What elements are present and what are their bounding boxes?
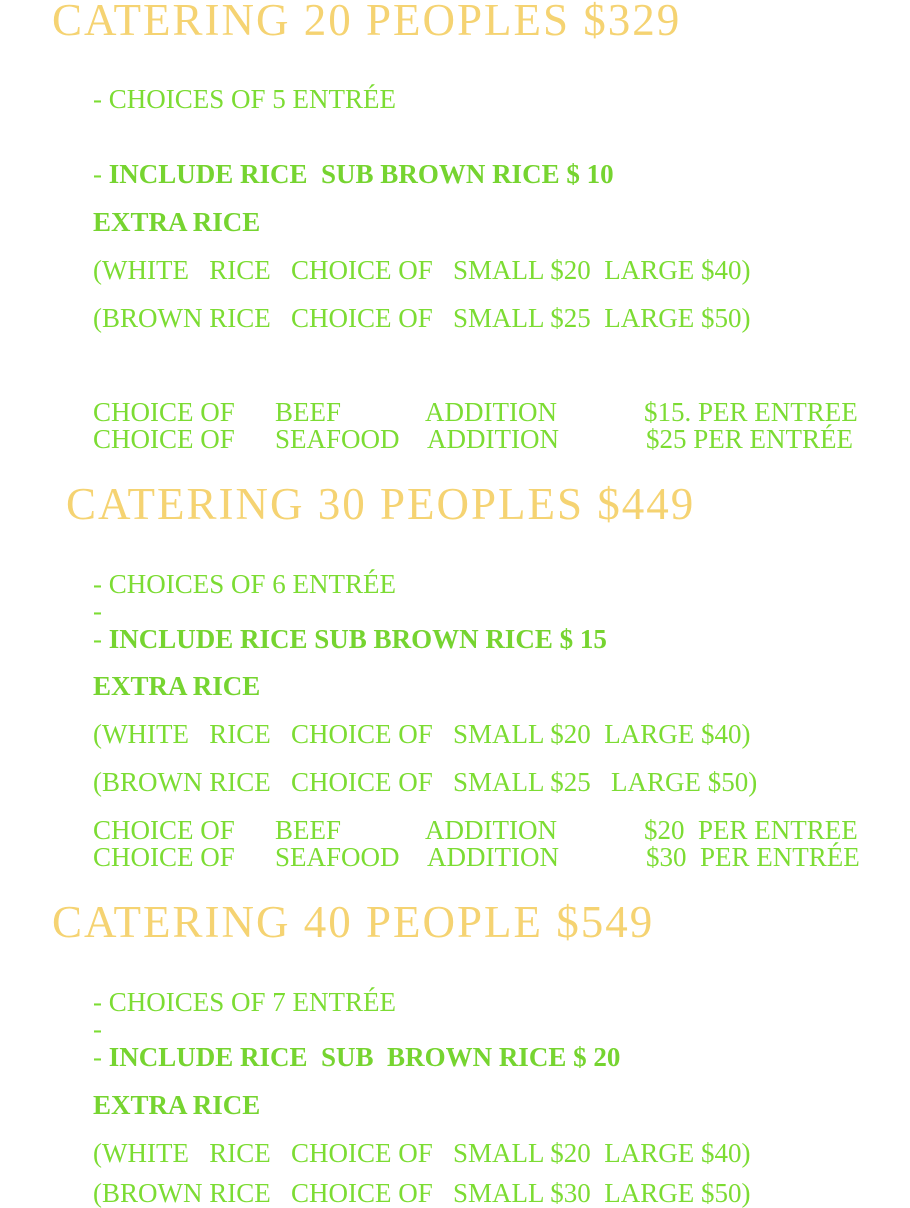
addition-price: $25 PER ENTRÉE — [646, 424, 853, 454]
section-1-include: INCLUDE RICE SUB BROWN RICE $ 10 — [108, 159, 614, 189]
section-1-extra-rice: EXTRA RICE — [93, 207, 261, 237]
section-1-include-prefix: - — [93, 159, 109, 189]
addition-price: $30 PER ENTRÉE — [646, 842, 860, 872]
section-2-include: INCLUDE RICE SUB BROWN RICE $ 15 — [108, 624, 607, 654]
section-3-extra-rice: EXTRA RICE — [93, 1090, 261, 1120]
section-1-choices: - CHOICES OF 5 ENTRÉE — [93, 84, 396, 114]
section-3-include: INCLUDE RICE SUB BROWN RICE $ 20 — [108, 1042, 621, 1072]
section-1-white-rice: (WHITE RICE CHOICE OF SMALL $20 LARGE $40) — [93, 255, 751, 285]
section-2-extra-rice: EXTRA RICE — [93, 671, 261, 701]
addition-item: BEEF — [275, 815, 342, 845]
section-3-include-line — [93, 1044, 620, 1071]
addition-choice-label: CHOICE OF — [93, 397, 235, 427]
addition-label: ADDITION — [427, 424, 559, 454]
section-3-dash: - — [93, 1014, 102, 1044]
section-3-include-prefix: - — [93, 1042, 109, 1072]
section-2-include-prefix: - — [93, 624, 109, 654]
section-2-white-rice: (WHITE RICE CHOICE OF SMALL $20 LARGE $40) — [93, 719, 751, 749]
addition-choice-label: CHOICE OF — [93, 842, 235, 872]
addition-choice-label: CHOICE OF — [93, 424, 235, 454]
section-2-title: CATERING 30 PEOPLES $449 — [66, 479, 696, 529]
section-1-brown-rice: (BROWN RICE CHOICE OF SMALL $25 LARGE $50) — [93, 303, 751, 333]
addition-label: ADDITION — [427, 842, 559, 872]
section-2-include-line — [93, 626, 607, 653]
addition-item: SEAFOOD — [275, 842, 400, 872]
section-2-choices: - CHOICES OF 6 ENTRÉE — [93, 569, 396, 599]
addition-label: ADDITION — [425, 815, 557, 845]
section-1-title: CATERING 20 PEOPLES $329 — [52, 0, 682, 45]
section-3-white-rice: (WHITE RICE CHOICE OF SMALL $20 LARGE $40) — [93, 1138, 751, 1168]
section-3-title: CATERING 40 PEOPLE $549 — [52, 897, 655, 947]
section-3-brown-rice: (BROWN RICE CHOICE OF SMALL $30 LARGE $50) — [93, 1178, 751, 1208]
addition-item: BEEF — [275, 397, 342, 427]
section-3-choices: - CHOICES OF 7 ENTRÉE — [93, 987, 396, 1017]
addition-price: $15. PER ENTREE — [644, 397, 858, 427]
section-1-include-line — [93, 161, 614, 188]
addition-price: $20 PER ENTREE — [644, 815, 858, 845]
addition-label: ADDITION — [425, 397, 557, 427]
addition-choice-label: CHOICE OF — [93, 815, 235, 845]
section-2-brown-rice: (BROWN RICE CHOICE OF SMALL $25 LARGE $50) — [93, 767, 758, 797]
section-2-dash: - — [93, 596, 102, 626]
addition-item: SEAFOOD — [275, 424, 400, 454]
